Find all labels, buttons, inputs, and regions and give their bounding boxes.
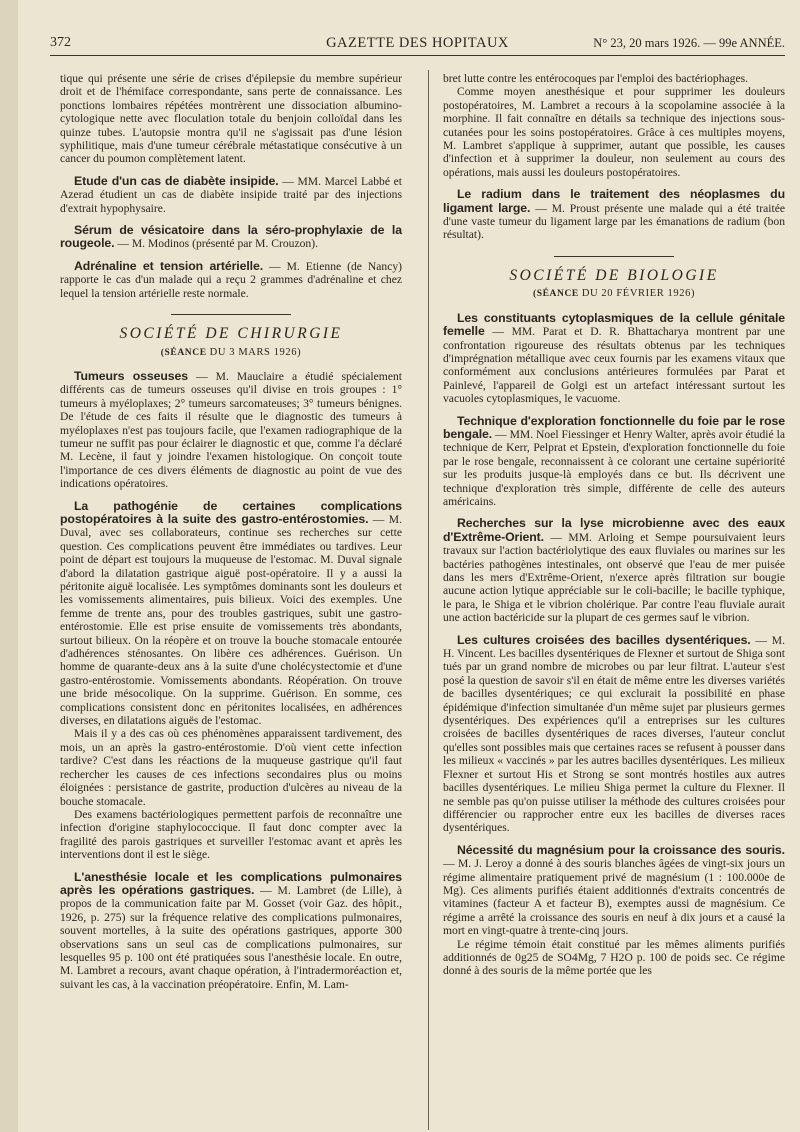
journal-title: GAZETTE DES HOPITAUX: [326, 35, 509, 51]
article-magnesium: [443, 844, 785, 938]
article-text: — MM. Arloing et Sempe poursuivaient leurs travaux sur l'action bactériolytique des eaux fluviales ou marines sur les bactéries pathogènes intestinales, ont observé que l'eau de mer puisée dans les mers d'Extrême-Orient, n'exerce après filtration sur bougie aucune action lytique appréciable sur le coli-bacille; le bacille typhique, le para, le Shiga et le vibrion cholérique. Par contre l'eau fluviale aurait une action bactéricide sur la plupart de ces germes sauf le vibrion.: [443, 530, 785, 625]
right-column: [443, 72, 785, 978]
section-rule: [554, 256, 674, 257]
article-text: — M. Mauclaire a étudié spécialement différents cas de tumeurs osseuses qu'il divise en trois groupes : 1° tumeurs à myéloplaxes; 2° tumeurs sarcomateuses; 3° tumeurs bénignes. De l'étude de ces faits il résulte que le diagnostic des tumeurs à myéloplaxes n'est pas toujours facile, que l'examen radiographique de la tumeur ne suffit pas pour éclairer le diagnostic et que, comme l'a déclaré M. Lecène, il faut y joindre l'examen histologique. On conçoit toute l'importance de ces divers éléments de diagnostic au point de vue des indications opératoires.: [60, 369, 402, 491]
article-title: Technique d'exploration fonctionnelle du foie par le rose bengale.: [443, 413, 785, 441]
section-heading-biologie: [443, 256, 785, 302]
article-constituants: [443, 312, 785, 406]
section-heading-chirurgie: [60, 314, 402, 360]
paragraph: Mais il y a des cas où ces phénomènes apparaissent tardivement, des mois, un an après la gastro-entérostomie. D'où vient cette infection tardive? C'est dans les réactions de la muqueuse gastrique qu'il faut rechercher les causes de ces infections secondaires plus ou moins éloignées : persistance de gastrite, production d'ulcères au niveau de la bouche stomacale.: [60, 727, 402, 808]
article-title: Recherches sur la lyse microbienne avec des eaux d'Extrême-Orient.: [443, 516, 785, 544]
article-authors: — MM. Marcel Labbé et Azerad: [60, 174, 402, 202]
section-title: SOCIÉTÉ DE CHIRURGIE: [119, 325, 343, 343]
article-technique: [443, 415, 785, 509]
article-text: — M. H. Vincent. Les bacilles dysentériques de Flexner et surtout de Shiga sont tués par un grand nombre de microbes ou par leur filtrat. L'auteur s'est posé la question de savoir s'il en était de même entre les diverses variétés de bacilles dysentériques; ce qui exclurait la possibilité en phase épidémique d'infection simultanée d'un même sujet par plusieurs germes dysentériques. Des expériences qu'il a entreprises sur les cultures croisées de bacilles dysentériques de races diverses, l'auteur conclut qu'elles sont possibles mais que certaines races se refusent à pousser dans les milieux « vaccinés » par les autres bacilles dysentériques. Les milieux Flexner et surtout His et Strong se sont montrés hostiles aux autres bacilles dysentériques. Le milieu Shiga permet la culture du Flexner. Il ne semble pas qu'on puisse utiliser la méthode des cultures croisées pour différencier ou rapprocher entre eux les bacilles de diverses races dysentériques.: [443, 633, 785, 835]
session-date: DU 20 FÉVRIER 1926): [581, 288, 696, 300]
page-header: [50, 33, 785, 56]
article-text: — M. Modinos (présenté par M. Crouzon).: [117, 237, 318, 251]
page-binding-edge: [0, 0, 18, 1132]
session-label: (SÉANCE: [160, 347, 207, 358]
left-column: [60, 72, 402, 991]
page-number: 372: [50, 35, 71, 50]
section-session: [60, 346, 402, 360]
article-title: Tumeurs osseuses: [74, 368, 189, 383]
session-label: (SÉANCE: [532, 289, 579, 300]
article-diabete: [60, 175, 402, 215]
article-serum: [60, 224, 402, 251]
article-title: Nécessité du magnésium pour la croissance des souris.: [457, 842, 785, 857]
section-title: SOCIÉTÉ DE BIOLOGIE: [509, 266, 719, 284]
article-pathogenie: [60, 500, 402, 728]
article-title: Sérum de vésicatoire dans la séro-prophylaxie de la rougeole.: [60, 223, 402, 251]
article-text: — MM. Noel Fiessinger et Henry Walter, après avoir étudié la technique de Kerr, Pelprat et Epstein, d'exploration fonctionnelle du foie par le rose bengale, reconnaissent à ce colorant une certaine supériorité sur les produits jusque-là employés dans ce but. Ils décrivent une technique d'exploration très simple, différente de celle des auteurs américains.: [443, 427, 785, 508]
article-text: — M. Duval, avec ses collaborateurs, continue ses recherches sur cette question. Ces complications peuvent être immédiates ou tardives. Leur point de départ est toujours la muqueuse de l'estomac. M. Duval signale d'abord la dilatation gastrique aiguë post-opératoire. Il y a aussi la péritonite aiguë localisée. Les symptômes dominants sont les douleurs et les vomissements alimentaires, puis bilieux. Voici des exemples. Une femme de trente ans, pour des troubles gastriques, subit une gastro-entérostomie. Elle est prise ensuite de vomissements très abondants, surtout bilieux. On la réopère et on trouve la bouche stomacale entourée d'adhérences sténosantes. On libère ces adhérences. Guérison. Un homme de quarante-deux ans à la suite d'une cholécystectomie et d'une gastro-entérostomie. Vomissements abondants. Réopération. On trouve une bride mésocolique. On la supprime. Guérison. En somme, ces complications consistent donc en péritonites localisées, en adhérences diverses, en dilatations aiguës de l'estomac.: [60, 512, 402, 728]
article-cultures: [443, 634, 785, 835]
section-rule: [171, 314, 291, 315]
article-adrenaline: [60, 260, 402, 300]
article-anesthesie: [60, 871, 402, 992]
article-title: La pathogénie de certaines complications postopératoires à la suite des gastro-entérostomies.: [60, 498, 402, 526]
section-session: [443, 287, 785, 301]
article-text: — M. Etienne (de Nancy) rapporte le cas d'un malade qui a reçu 2 grammes d'adrénaline et chez lequel la tension artérielle reste normale.: [60, 259, 402, 300]
article-title: Etude d'un cas de diabète insipide.: [74, 173, 279, 188]
paragraph: Des examens bactériologiques permettent parfois de reconnaître une infection d'origine staphylococcique. Il faut donc compter avec la fragilité des parois gastriques et surveiller l'estomac avant et après les interventions dont il est le siège.: [60, 807, 402, 862]
issue-date: N° 23, 20 mars 1926. — 99e ANNÉE.: [593, 36, 785, 50]
article-text: — MM. Parat et D. R. Bhattacharya montrent par une confrontation rigoureuse des résultats obtenus par les techniques d'imprégnation métallique avec ceux fournis par les examens vitaux que conformément aux conclusions antérieures formulées par Parat et Painlevé, l'appareil de Golgi est un artefact intéressant surtout les vacuoles cytoplasmiques, le vacuome.: [443, 325, 785, 406]
article-text: étudient un cas de diabète insipide traité par des injections d'extrait hypophysaire.: [60, 188, 402, 215]
article-title: L'anesthésie locale et les complications pulmonaires après les opérations gastriques.: [60, 869, 402, 897]
article-radium: [443, 188, 785, 242]
article-title: Les cultures croisées des bacilles dysentériques.: [457, 632, 751, 647]
paragraph: tique qui présente une série de crises d'épilepsie du membre supérieur droit et de l'hémiface correspondante, sans perte de connaissance. Les ponctions lombaires répétées montrèrent une dissociation albumino-cytologique nette avec floculation totale du benjoin colloïdal dans les quinze tubes. L'autopsie montra qu'il ne s'agissait pas d'une lésion syphilitique, mais d'une tumeur cérébrale métastatique consécutive à un cancer du poumon complètement latent.: [60, 72, 402, 166]
article-tumeurs: [60, 370, 402, 491]
session-date: DU 3 MARS 1926): [209, 346, 302, 358]
paragraph: bret lutte contre les entérocoques par l'emploi des bactériophages.: [443, 72, 749, 85]
article-title: Les constituants cytoplasmiques de la cellule génitale femelle: [443, 310, 785, 339]
article-text: — M. J. Leroy a donné à des souris blanches âgées de vingt-six jours un régime alimentaire pratiquement privé de magnésium (1 : 100.000e de Mg). Ces aliments purifiés étaient additionnés d'extraits concentrés de vitamines (facteur A et facteur B), exemptes aussi de magnésium. Ce régime a arrêté la croissance des souris en neuf à dix jours et a causé la mort en vingt-quatre à trente-cinq jours.: [443, 857, 785, 938]
article-title: Adrénaline et tension artérielle.: [74, 258, 264, 273]
column-divider: [428, 70, 429, 1130]
article-text: — M. Proust présente une malade qui a été traitée d'une vaste tumeur du ligament large par les émanations de radium (bon résultat).: [443, 201, 785, 242]
paragraph: Comme moyen anesthésique et pour supprimer les douleurs postopératoires, M. Lambret a recours à la scopolamine associée à la morphine. Il fait connaître en détails sa technique des injections sous-cutanées pour les soins postopératoires. Grâce à ces multiples moyens, M. Lambret s'applique à supprimer, autant que possible, les causes d'infection et à supprimer la douleur, non seulement au cours des opérations, mais aussi les douleurs postopératoires.: [443, 85, 785, 179]
article-lyse: [443, 517, 785, 624]
article-title: Le radium dans le traitement des néoplasmes du ligament large.: [443, 187, 785, 215]
paragraph: Le régime témoin était constitué par les mêmes aliments purifiés additionnés de 0g25 de SO4Mg, 7 H2O p. 100 de poids sec. Ce régime donné à des souris de la même portée que les: [443, 937, 785, 978]
article-text: — M. Lambret (de Lille), à propos de la communication faite par M. Gosset (voir Gaz. des hôpit., 1926, p. 275) sur la fréquence relative des complications pulmonaires, souvent mortelles, à la suite des opérations gastriques, apporte 300 observations sans un seul cas de complications pulmonaires, sur lesquelles 95 p. 100 ont été pratiquées sous l'anesthésie locale. En outre, M. Lambret a recours, avant chaque opération, à l'intradermoréaction et, suivant les cas, à la vaccination préopératoire. Enfin, M. Lam-: [60, 883, 402, 991]
